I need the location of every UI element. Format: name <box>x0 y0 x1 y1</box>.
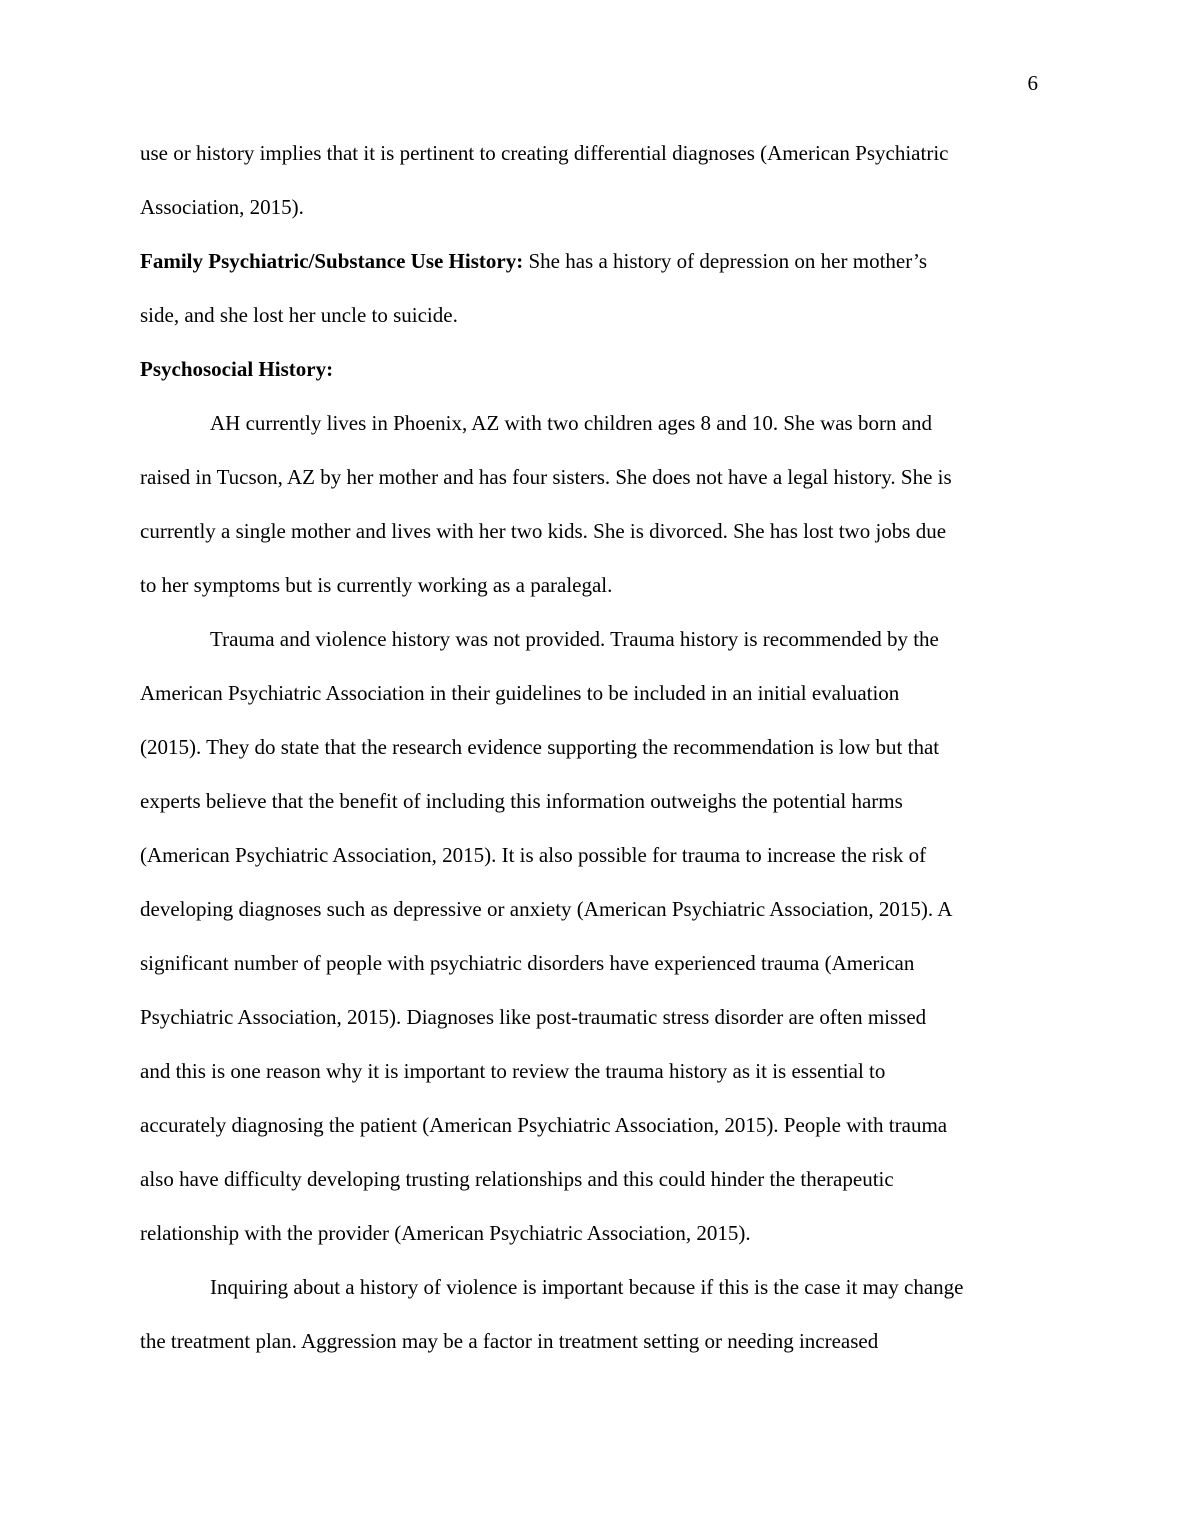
paragraph-psychosocial-heading <box>140 342 1050 396</box>
paragraph-continuation <box>140 126 1050 234</box>
text-line: significant number of people with psychiatric disorders have experienced trauma (American <box>140 951 915 975</box>
page-number: 6 <box>1027 71 1038 95</box>
paragraph-psychosocial-details <box>140 396 1050 612</box>
text-line: use or history implies that it is pertinent to creating differential diagnoses (American Psychiatric <box>140 141 949 165</box>
section-heading-family-history: Family Psychiatric/Substance Use History: <box>140 249 524 273</box>
text-line: (2015). They do state that the research evidence supporting the recommendation is low but that <box>140 735 940 759</box>
paragraph-family-history <box>140 234 1050 342</box>
text-line: raised in Tucson, AZ by her mother and has four sisters. She does not have a legal history. She is <box>140 465 952 489</box>
text-line: Inquiring about a history of violence is important because if this is the case it may change <box>210 1275 964 1299</box>
text-line: American Psychiatric Association in their guidelines to be included in an initial evaluation <box>140 681 900 705</box>
section-heading-psychosocial-history: Psychosocial History: <box>140 357 334 381</box>
text-line: the treatment plan. Aggression may be a factor in treatment setting or needing increased <box>140 1329 879 1353</box>
text-line: AH currently lives in Phoenix, AZ with two children ages 8 and 10. She was born and <box>210 411 933 435</box>
text-line: accurately diagnosing the patient (American Psychiatric Association, 2015). People with trauma <box>140 1113 948 1137</box>
document-body <box>140 126 1050 1368</box>
text-line: currently a single mother and lives with her two kids. She is divorced. She has lost two jobs due <box>140 519 947 543</box>
text-line: Psychiatric Association, 2015). Diagnoses like post-traumatic stress disorder are often missed <box>140 1005 927 1029</box>
text-line: developing diagnoses such as depressive or anxiety (American Psychiatric Association, 2015). A <box>140 897 953 921</box>
paragraph-trauma-history <box>140 612 1050 1260</box>
text-line: to her symptoms but is currently working as a paralegal. <box>140 573 613 597</box>
text-line: Association, 2015). <box>140 195 304 219</box>
text-run: She has a history of depression on her mother’s <box>523 249 928 273</box>
text-line <box>140 234 1050 288</box>
text-line: experts believe that the benefit of including this information outweighs the potential harms <box>140 789 903 813</box>
text-line: relationship with the provider (American Psychiatric Association, 2015). <box>140 1221 751 1245</box>
text-line: and this is one reason why it is important to review the trauma history as it is essential to <box>140 1059 886 1083</box>
text-line: Trauma and violence history was not provided. Trauma history is recommended by the <box>210 627 939 651</box>
text-line: also have difficulty developing trusting relationships and this could hinder the therapeutic <box>140 1167 894 1191</box>
text-line: (American Psychiatric Association, 2015). It is also possible for trauma to increase the risk of <box>140 843 927 867</box>
text-line: side, and she lost her uncle to suicide. <box>140 303 458 327</box>
paragraph-violence-history <box>140 1260 1050 1368</box>
